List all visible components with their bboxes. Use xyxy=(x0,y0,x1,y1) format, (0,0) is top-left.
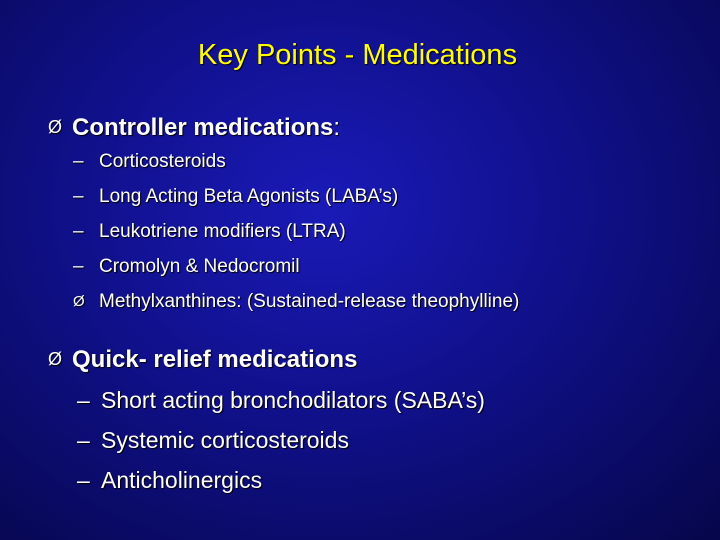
dash-bullet-icon: – xyxy=(77,427,90,453)
list-item-text: Systemic corticosteroids xyxy=(101,427,349,453)
section-controller-medications xyxy=(48,112,340,143)
dash-bullet-icon: – xyxy=(73,151,84,172)
list-item xyxy=(77,465,262,495)
dash-bullet-icon: – xyxy=(77,467,90,493)
dash-bullet-icon: – xyxy=(73,186,84,207)
section-heading-colon: : xyxy=(333,114,341,141)
list-item-text: Anticholinergics xyxy=(101,467,263,493)
list-item-text: Cromolyn & Nedocromil xyxy=(99,256,300,277)
list-item-text: Methylxanthines: (Sustained-release theophylline) xyxy=(99,291,520,312)
dash-bullet-icon: – xyxy=(73,221,84,242)
section-heading: Quick- relief medications xyxy=(72,346,358,373)
list-item-text: Short acting bronchodilators (SABA’s) xyxy=(101,387,485,413)
section-heading: Controller medications xyxy=(72,114,334,141)
dash-bullet-icon: – xyxy=(73,256,84,277)
list-item xyxy=(73,289,519,315)
list-item xyxy=(73,184,398,210)
dash-bullet-icon: – xyxy=(77,387,90,413)
list-item xyxy=(77,425,349,455)
arrow-bullet-icon: Ø xyxy=(73,293,85,310)
list-item-text: Leukotriene modifiers (LTRA) xyxy=(99,221,346,242)
list-item xyxy=(77,385,485,415)
list-item-text: Long Acting Beta Agonists (LABA’s) xyxy=(99,186,399,207)
list-item-text: Corticosteroids xyxy=(99,151,226,172)
slide-title: Key Points - Medications xyxy=(197,39,518,71)
list-item xyxy=(73,219,346,245)
list-item xyxy=(73,149,226,175)
arrow-bullet-icon: Ø xyxy=(48,349,63,369)
section-quick-relief-medications xyxy=(48,344,357,375)
list-item xyxy=(73,254,300,280)
arrow-bullet-icon: Ø xyxy=(48,117,63,137)
